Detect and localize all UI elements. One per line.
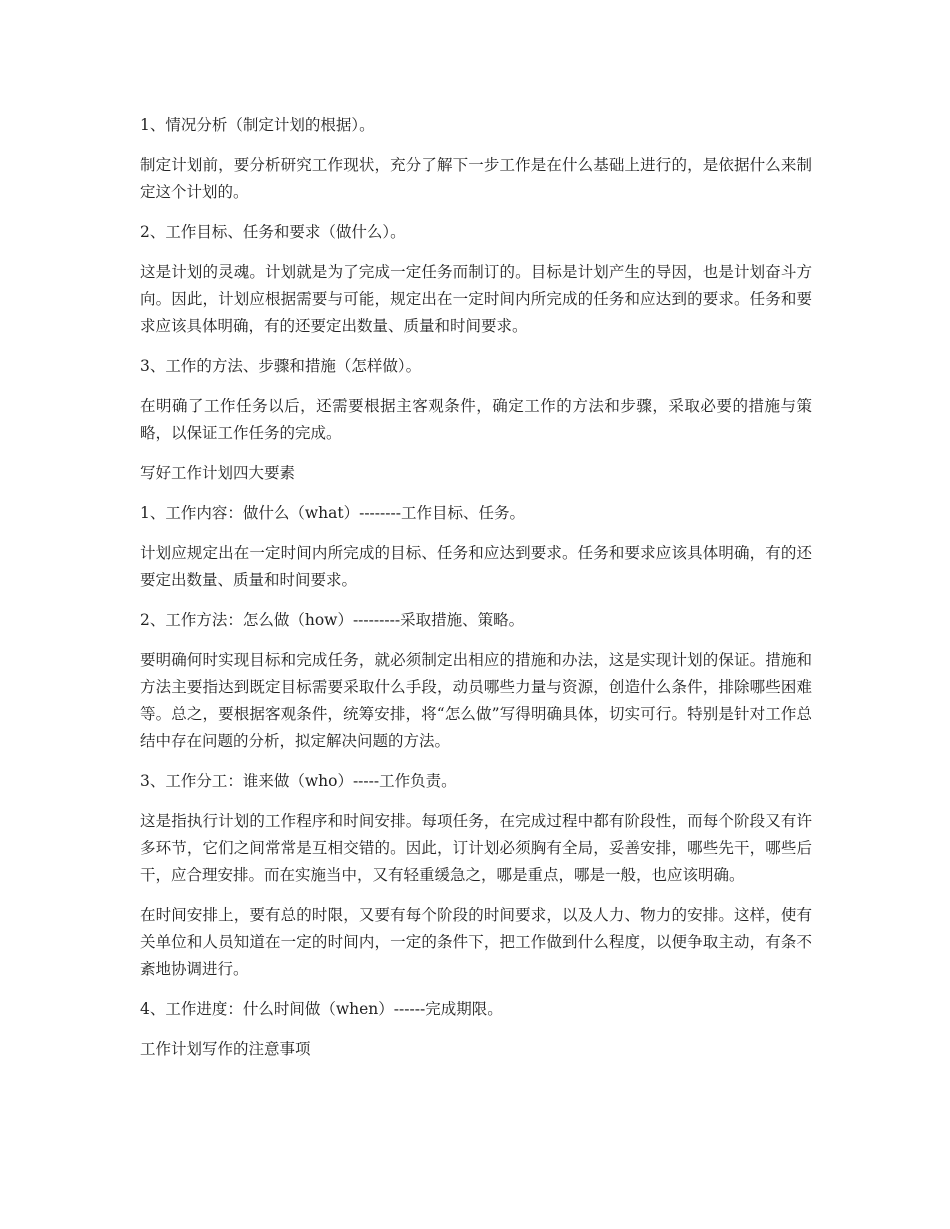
document-body xyxy=(140,112,812,1076)
paragraph-goals-tasks: 这是计划的灵魂。计划就是为了完成一定任务而制订的。目标是计划产生的导因，也是计划奋斗方向。因此，计划应根据需要与可能，规定出在一定时间内所完成的任务和应达到的要求。任务和要求应该具体明确，有的还要定出数量、质量和时间要求。 xyxy=(140,263,812,335)
paragraph-situation-analysis: 制定计划前，要分析研究工作现状，充分了解下一步工作是在什么基础上进行的，是依据什么来制定这个计划的。 xyxy=(140,156,812,201)
heading-work-method: 2、工作方法：怎么做（how）---------采取措施、策略。 xyxy=(140,611,525,629)
heading-work-schedule: 4、工作进度：什么时间做（when）------完成期限。 xyxy=(140,1000,503,1018)
paragraph-work-method: 要明确何时实现目标和完成任务，就必须制定出相应的措施和办法，这是实现计划的保证。措施和方法主要指达到既定目标需要采取什么手段，动员哪些力量与资源，创造什么条件，排除哪些困难等。总之，要根据客观条件，统筹安排，将“怎么做”写得明确具体，切实可行。特别是针对工作总结中存在问题的分析，拟定解决问题的方法。 xyxy=(140,651,812,750)
section-title-four-elements: 写好工作计划四大要素 xyxy=(140,464,296,482)
heading-work-content: 1、工作内容：做什么（what）--------工作目标、任务。 xyxy=(140,504,525,522)
paragraph-work-division: 这是指执行计划的工作程序和时间安排。每项任务，在完成过程中都有阶段性，而每个阶段又有许多环节，它们之间常常是互相交错的。因此，订计划必须胸有全局，妥善安排，哪些先干，哪些后干，应合理安排。而在实施当中，又有轻重缓急之，哪是重点，哪是一般，也应该明确。 xyxy=(140,812,812,884)
heading-methods-steps: 3、工作的方法、步骤和措施（怎样做）。 xyxy=(140,357,422,375)
paragraph-methods-steps: 在明确了工作任务以后，还需要根据主客观条件，确定工作的方法和步骤，采取必要的措施与策略，以保证工作任务的完成。 xyxy=(140,397,812,442)
heading-goals-tasks: 2、工作目标、任务和要求（做什么）。 xyxy=(140,223,406,241)
section-title-notes: 工作计划写作的注意事项 xyxy=(140,1040,311,1058)
paragraph-time-arrangement: 在时间安排上，要有总的时限，又要有每个阶段的时间要求，以及人力、物力的安排。这样，使有关单位和人员知道在一定的时间内，一定的条件下，把工作做到什么程度，以便争取主动，有条不紊地协调进行。 xyxy=(140,906,812,978)
heading-situation-analysis: 1、情况分析（制定计划的根据）。 xyxy=(140,116,375,134)
heading-work-division: 3、工作分工：谁来做（who）-----工作负责。 xyxy=(140,772,457,790)
paragraph-work-content: 计划应规定出在一定时间内所完成的目标、任务和应达到要求。任务和要求应该具体明确，有的还要定出数量、质量和时间要求。 xyxy=(140,544,812,589)
